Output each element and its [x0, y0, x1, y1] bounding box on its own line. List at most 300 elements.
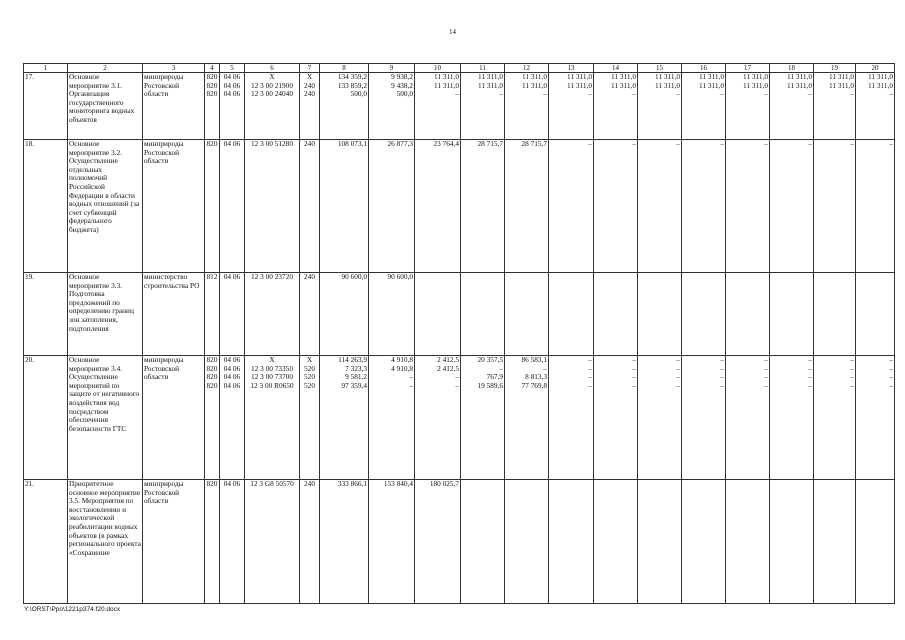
value-line: – [720, 356, 724, 364]
value-cell [205, 480, 220, 604]
value-line [815, 273, 854, 282]
value-line: – [720, 381, 724, 390]
value-cell [320, 140, 369, 273]
value-line: – [632, 381, 636, 390]
value-line: 04 06 [223, 140, 241, 148]
value-line: 12 3 00 73350 [251, 364, 293, 373]
value-line: 11 311,0 [868, 73, 893, 81]
value-line: 04 06 [223, 364, 241, 373]
value-line: 12 3 00 23720 [251, 273, 293, 281]
value-line: 04 06 [223, 273, 241, 281]
value-cell [549, 356, 594, 480]
value-line: 134 359,2 [337, 73, 367, 81]
value-line [683, 273, 724, 282]
measure-name [68, 273, 143, 356]
value-line: 77 769,8 [521, 381, 547, 390]
value-line: – [676, 381, 680, 390]
value-cell [505, 480, 549, 604]
value-line: – [808, 381, 812, 390]
value-line: – [808, 140, 812, 148]
value-line: – [720, 364, 724, 373]
value-line: 4 910,8 [391, 356, 413, 364]
column-number: 12 [505, 64, 549, 73]
value-line: 11 311,0 [829, 73, 854, 81]
row-number-text: 21. [25, 479, 35, 488]
value-cell [369, 273, 415, 356]
executor [143, 480, 205, 604]
value-cell [726, 140, 770, 273]
measure-name-text: Приоритетное основное мероприятие 3.5. Мероприятия по восстановлению и экологической реабилитации водных объектов (в рамках регионального проекта «Сохранение [69, 479, 141, 557]
value-cell [245, 480, 300, 604]
value-cell [220, 356, 245, 480]
table-row [24, 480, 895, 604]
value-line: 11 311,0 [567, 73, 592, 81]
value-line: Х [306, 356, 313, 364]
value-line: – [720, 373, 724, 382]
value-line: 90 600,0 [341, 273, 367, 281]
value-cell [205, 73, 220, 140]
value-line: 240 [304, 480, 315, 488]
column-number: 3 [143, 64, 205, 73]
table-row [24, 356, 895, 480]
value-cell [415, 140, 461, 273]
value-line: 820 [206, 373, 218, 382]
row-number-text: 17. [25, 72, 35, 81]
value-line: 108 073,1 [337, 140, 367, 148]
value-line: 133 859,2 [337, 81, 367, 90]
value-cell [856, 480, 895, 604]
measure-name-text: Основное мероприятие 3.1. Организация государственного мониторинга водных объектов [69, 72, 135, 124]
value-line: 520 [304, 373, 315, 382]
value-line: 11 311,0 [787, 81, 812, 90]
column-number: 20 [856, 64, 895, 73]
value-cell [549, 140, 594, 273]
value-line: 97 359,4 [341, 381, 367, 390]
executor-text: минприроды Ростовской области [144, 479, 184, 506]
value-cell [505, 140, 549, 273]
value-line: – [588, 373, 592, 382]
value-cell [369, 140, 415, 273]
value-cell [814, 140, 856, 273]
executor-text: минприроды Ростовской области [144, 139, 184, 166]
column-number: 6 [245, 64, 300, 73]
value-line: 812 [206, 273, 218, 281]
value-cell [461, 480, 505, 604]
value-line [727, 480, 768, 489]
value-cell [245, 273, 300, 356]
value-line: 820 [206, 90, 218, 99]
value-cell [770, 356, 814, 480]
value-line: 8 813,3 [525, 373, 547, 382]
value-cell [594, 356, 638, 480]
value-line [639, 480, 680, 489]
value-cell [415, 356, 461, 480]
value-cell [505, 73, 549, 140]
value-cell [638, 73, 682, 140]
value-line [550, 480, 592, 489]
value-cell [638, 480, 682, 604]
value-cell [220, 73, 245, 140]
value-cell [682, 73, 726, 140]
value-cell [638, 356, 682, 480]
column-number: 18 [770, 64, 814, 73]
value-line: 26 877,3 [387, 140, 413, 148]
value-line: 20 357,5 [477, 356, 503, 364]
column-number: 10 [415, 64, 461, 73]
table-row [24, 140, 895, 273]
column-number: 5 [220, 64, 245, 73]
value-cell [770, 140, 814, 273]
value-line: – [889, 373, 893, 382]
value-line: 12 3 00 R0650 [250, 381, 294, 390]
value-cell [461, 140, 505, 273]
value-line: 12 3 00 73700 [251, 373, 293, 382]
column-number: 15 [638, 64, 682, 73]
value-line: 2 412,5 [437, 364, 459, 373]
value-line: 11 311,0 [655, 73, 680, 81]
value-line: 11 311,0 [478, 73, 503, 81]
value-cell [549, 480, 594, 604]
value-line: Х [269, 356, 275, 364]
value-line: – [676, 356, 680, 364]
value-line: – [850, 364, 854, 373]
file-path-footer: Y:\ORST\Ppo\1221p374.f20.docx [24, 606, 121, 613]
column-number: 9 [369, 64, 415, 73]
measure-name [68, 480, 143, 604]
value-line: 240 [304, 81, 315, 90]
value-line: 820 [206, 381, 218, 390]
value-cell [549, 73, 594, 140]
value-line: 11 311,0 [699, 81, 724, 90]
value-cell [461, 356, 505, 480]
measure-name-text: Основное мероприятие 3.4. Осуществление мероприятий по защите от негативного воздействия вод посредством обеспечения безопасности ГТС [69, 355, 140, 433]
value-line: – [764, 381, 768, 390]
value-line [595, 273, 636, 282]
value-line: 500,0 [396, 90, 413, 99]
value-line: – [764, 373, 768, 382]
value-line: – [588, 381, 592, 390]
value-cell [461, 273, 505, 356]
value-line: 180 025,7 [429, 480, 459, 488]
value-line: – [764, 90, 768, 99]
value-line: – [588, 364, 592, 373]
value-line: 11 311,0 [611, 81, 636, 90]
value-line: 11 311,0 [478, 81, 503, 90]
row-number [24, 273, 68, 356]
value-line: 04 06 [223, 480, 241, 488]
value-cell [856, 140, 895, 273]
value-line: – [720, 90, 724, 99]
value-cell [682, 356, 726, 480]
value-line: 11 311,0 [868, 81, 893, 90]
measure-name [68, 140, 143, 273]
value-line: – [889, 364, 893, 373]
executor [143, 140, 205, 273]
value-line [857, 273, 893, 282]
value-cell [726, 480, 770, 604]
value-cell [415, 480, 461, 604]
value-line: 820 [206, 81, 218, 90]
value-line: – [676, 373, 680, 382]
value-cell [594, 73, 638, 140]
page-number: 14 [449, 28, 456, 36]
value-line: – [543, 364, 547, 373]
value-line: – [676, 140, 680, 148]
measure-name-text: Основное мероприятие 3.3. Подготовка предложений по определению границ зон затопления, подтопления [69, 272, 134, 333]
value-line: – [455, 381, 459, 390]
value-line: 4 910,8 [391, 364, 413, 373]
value-line: 86 583,1 [521, 356, 547, 364]
value-line [771, 273, 812, 282]
value-line: 9 938,2 [391, 73, 413, 81]
value-line [727, 273, 768, 282]
value-line [683, 480, 724, 489]
value-line [506, 480, 547, 489]
value-cell [320, 73, 369, 140]
value-line: – [455, 373, 459, 382]
value-line: – [850, 381, 854, 390]
value-line: – [543, 90, 547, 99]
column-number: 1 [24, 64, 68, 73]
value-line: – [676, 90, 680, 99]
value-line: 11 311,0 [655, 81, 680, 90]
executor [143, 73, 205, 140]
value-cell [505, 273, 549, 356]
value-line: – [588, 140, 592, 148]
value-line: 7 323,3 [345, 364, 367, 373]
value-cell [770, 273, 814, 356]
value-cell [461, 73, 505, 140]
column-number: 4 [205, 64, 220, 73]
value-cell [814, 73, 856, 140]
value-line [595, 480, 636, 489]
value-cell [682, 480, 726, 604]
value-cell [369, 73, 415, 140]
value-line [550, 273, 592, 282]
value-cell [320, 356, 369, 480]
column-number: 14 [594, 64, 638, 73]
value-line: 90 600,0 [387, 273, 413, 281]
value-cell [856, 356, 895, 480]
value-cell [320, 480, 369, 604]
value-line: – [764, 364, 768, 373]
value-cell [856, 273, 895, 356]
value-line [506, 273, 547, 282]
value-cell [549, 273, 594, 356]
value-line: 04 06 [223, 373, 241, 382]
value-line: 11 311,0 [611, 73, 636, 81]
value-cell [594, 140, 638, 273]
value-cell [369, 356, 415, 480]
value-line: 767,9 [486, 373, 503, 382]
value-line: 11 311,0 [434, 81, 459, 90]
row-number [24, 73, 68, 140]
value-line: – [588, 90, 592, 99]
executor-text: минприроды Ростовской области [144, 355, 184, 382]
value-cell [638, 140, 682, 273]
value-cell [726, 73, 770, 140]
value-line: 28 715,7 [477, 140, 503, 148]
value-line: – [676, 364, 680, 373]
value-line: – [499, 364, 503, 373]
value-line: – [409, 381, 413, 390]
value-line: 11 311,0 [699, 73, 724, 81]
value-line: 04 06 [223, 81, 241, 90]
value-cell [594, 273, 638, 356]
value-line: – [808, 356, 812, 364]
value-line: – [808, 90, 812, 99]
value-cell [814, 273, 856, 356]
executor [143, 273, 205, 356]
value-line: – [455, 90, 459, 99]
value-line: – [499, 90, 503, 99]
executor [143, 356, 205, 480]
value-line: – [764, 356, 768, 364]
value-line [815, 480, 854, 489]
value-line: – [889, 381, 893, 390]
value-line: Х [269, 73, 275, 81]
table-row [24, 73, 895, 140]
value-line: 9 438,2 [391, 81, 413, 90]
value-line: 19 589,6 [477, 381, 503, 390]
value-line: 04 06 [223, 90, 241, 99]
value-line: 12 3 00 51280 [251, 140, 293, 148]
value-line: 520 [304, 381, 315, 390]
value-line: Х [306, 73, 313, 81]
value-line: 11 311,0 [829, 81, 854, 90]
value-line: 520 [304, 364, 315, 373]
value-line: – [889, 90, 893, 99]
value-line: 04 06 [223, 356, 241, 364]
column-number: 19 [814, 64, 856, 73]
value-cell [220, 140, 245, 273]
value-line: – [889, 140, 893, 148]
value-cell [300, 140, 320, 273]
value-cell [415, 73, 461, 140]
table-row [24, 273, 895, 356]
value-cell [638, 273, 682, 356]
value-line: – [632, 364, 636, 373]
column-number: 17 [726, 64, 770, 73]
value-line: 11 311,0 [567, 81, 592, 90]
value-line: 240 [304, 140, 315, 148]
value-cell [245, 140, 300, 273]
value-line: 240 [304, 273, 315, 281]
value-cell [205, 140, 220, 273]
value-line [416, 273, 459, 282]
value-line [771, 480, 812, 489]
value-line: 11 311,0 [434, 73, 459, 81]
value-line: 114 263,9 [338, 356, 367, 364]
value-line [639, 273, 680, 282]
value-line: 820 [206, 73, 218, 81]
budget-table [23, 63, 895, 604]
value-line [857, 480, 893, 489]
value-line: – [632, 90, 636, 99]
value-line: 11 311,0 [787, 73, 812, 81]
value-line: – [588, 356, 592, 364]
column-number: 7 [300, 64, 320, 73]
value-line: – [889, 356, 893, 364]
row-number-text: 19. [25, 272, 35, 281]
value-cell [770, 480, 814, 604]
column-number: 13 [549, 64, 594, 73]
value-cell [220, 480, 245, 604]
value-line: 04 06 [223, 381, 241, 390]
value-line: 820 [206, 480, 218, 488]
value-cell [726, 273, 770, 356]
column-number-row [24, 64, 895, 73]
row-number [24, 480, 68, 604]
value-cell [682, 140, 726, 273]
value-line: 240 [304, 90, 315, 99]
value-cell [300, 73, 320, 140]
value-cell [220, 273, 245, 356]
value-line: 11 311,0 [743, 81, 768, 90]
value-cell [205, 356, 220, 480]
value-line [462, 273, 503, 282]
value-line: 500,0 [350, 90, 367, 99]
value-line: 2 412,5 [437, 356, 459, 364]
value-line: – [632, 356, 636, 364]
value-line: 12 3 00 24040 [251, 90, 293, 99]
value-cell [770, 73, 814, 140]
value-line: 11 311,0 [522, 73, 547, 81]
value-line: 11 311,0 [522, 81, 547, 90]
value-line: – [409, 373, 413, 382]
executor-text: министерство строительства РО [144, 272, 200, 290]
executor-text: минприроды Ростовской области [144, 72, 184, 99]
value-cell [814, 480, 856, 604]
value-cell [415, 273, 461, 356]
value-line: – [850, 356, 854, 364]
value-line: 820 [206, 356, 218, 364]
value-line: 9 581,2 [345, 373, 367, 382]
value-cell [814, 356, 856, 480]
column-number: 8 [320, 64, 369, 73]
value-line: 12 3 G8 50570 [250, 480, 294, 488]
value-line: 820 [206, 364, 218, 373]
value-line: – [720, 140, 724, 148]
value-cell [245, 73, 300, 140]
value-cell [300, 356, 320, 480]
value-line: 28 715,7 [521, 140, 547, 148]
value-cell [856, 73, 895, 140]
value-line: – [850, 90, 854, 99]
value-line: – [808, 364, 812, 373]
value-line: – [808, 373, 812, 382]
value-line: 12 3 00 21900 [251, 81, 293, 90]
value-line: – [764, 140, 768, 148]
value-line: – [850, 373, 854, 382]
value-line [462, 480, 503, 489]
column-number: 16 [682, 64, 726, 73]
value-cell [300, 273, 320, 356]
row-number-text: 18. [25, 139, 35, 148]
value-cell [682, 273, 726, 356]
row-number [24, 140, 68, 273]
value-line: – [850, 140, 854, 148]
measure-name [68, 356, 143, 480]
value-cell [505, 356, 549, 480]
column-number: 2 [68, 64, 143, 73]
value-line: 153 840,4 [383, 480, 413, 488]
value-cell [300, 480, 320, 604]
measure-name-text: Основное мероприятие 3.2. Осуществление отдельных полномочий Российской Федерации в области водных отношений (за счет субвенций федерального бюджета) [69, 139, 140, 234]
value-cell [245, 356, 300, 480]
value-line: 820 [206, 140, 218, 148]
value-line: 333 866,1 [337, 480, 367, 488]
